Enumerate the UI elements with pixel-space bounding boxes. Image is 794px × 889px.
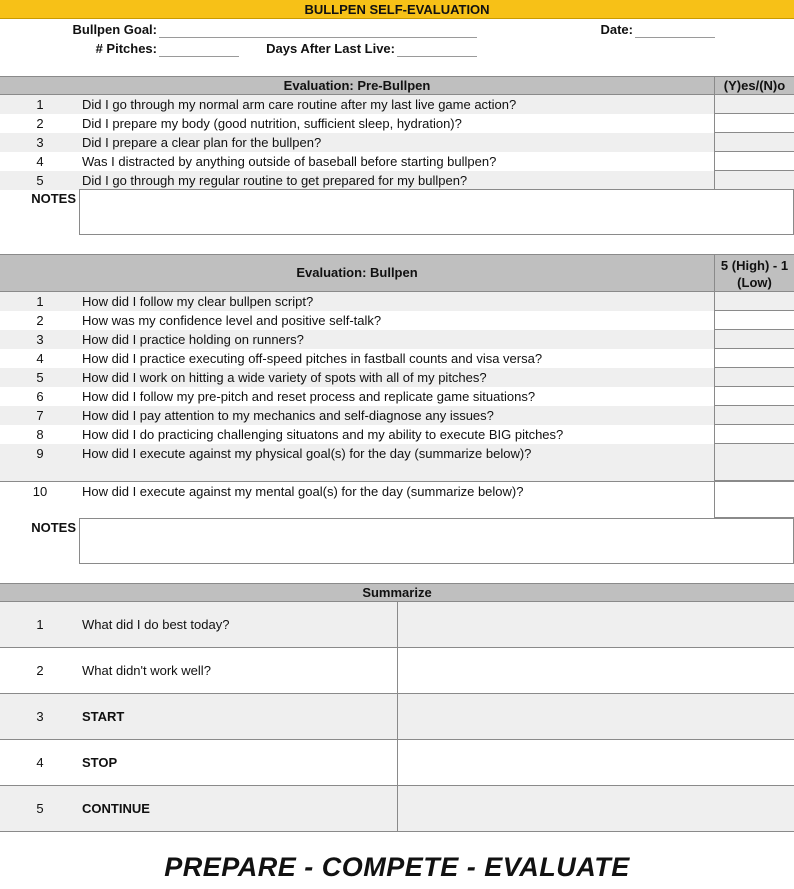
pre-bullpen-notes-box[interactable] — [79, 189, 794, 235]
row-number: 7 — [36, 408, 44, 423]
question-text: Did I prepare my body (good nutrition, sufficient sleep, hydration)? — [82, 116, 462, 131]
answer-cell[interactable] — [714, 152, 794, 171]
answer-cell[interactable] — [714, 425, 794, 444]
summarize-header — [0, 583, 794, 602]
pre-bullpen-row — [0, 114, 794, 133]
answer-cell[interactable] — [714, 171, 794, 190]
question-text: How did I practice executing off-speed pitches in fastball counts and visa versa? — [82, 351, 543, 366]
days-after-field[interactable] — [397, 56, 477, 57]
summary-prompt: START — [82, 709, 125, 724]
summary-prompt: STOP — [82, 755, 118, 770]
row-number: 3 — [36, 709, 44, 724]
bullpen-header — [0, 254, 794, 292]
pre-bullpen-header — [0, 76, 794, 95]
motto-footer: PREPARE - COMPETE - EVALUATE — [164, 852, 630, 882]
bullpen-row — [0, 406, 794, 425]
row-number: 8 — [36, 427, 44, 442]
summary-row — [0, 648, 794, 694]
question-text: How did I practice holding on runners? — [82, 332, 304, 347]
summary-prompt: CONTINUE — [82, 801, 150, 816]
question-text: Did I go through my normal arm care routine after my last live game action? — [82, 97, 517, 112]
rating-heading — [714, 255, 794, 291]
bullpen-row — [0, 387, 794, 406]
question-text: How did I follow my clear bullpen script? — [82, 294, 314, 309]
question-text: How did I execute against my mental goal(s) for the day (summarize below)? — [82, 484, 524, 499]
question-text: How did I work on hitting a wide variety of spots with all of my pitches? — [82, 370, 487, 385]
row-number: 6 — [36, 389, 44, 404]
summary-row — [0, 786, 794, 832]
pre-bullpen-notes-label: NOTES — [31, 191, 76, 206]
bullpen-heading: Evaluation: Bullpen — [296, 265, 418, 280]
bullpen-row — [0, 311, 794, 330]
pre-bullpen-row — [0, 95, 794, 114]
answer-cell[interactable] — [714, 330, 794, 349]
question-text: Did I go through my regular routine to get prepared for my bullpen? — [82, 173, 468, 188]
row-number: 5 — [36, 173, 44, 188]
answer-cell[interactable] — [714, 292, 794, 311]
bullpen-row — [0, 481, 794, 518]
answer-cell[interactable] — [714, 406, 794, 425]
answer-cell[interactable] — [714, 482, 794, 518]
bullpen-goal-label: Bullpen Goal: — [72, 22, 157, 37]
answer-cell[interactable] — [714, 368, 794, 387]
bullpen-row — [0, 292, 794, 311]
answer-cell[interactable] — [714, 444, 794, 481]
answer-cell[interactable] — [714, 387, 794, 406]
pitches-label: # Pitches: — [95, 41, 157, 56]
form-title: BULLPEN SELF-EVALUATION — [0, 0, 794, 19]
question-text: How did I do practicing challenging situatons and my ability to execute BIG pitches? — [82, 427, 564, 442]
row-number: 1 — [36, 294, 44, 309]
question-text: How was my confidence level and positive self-talk? — [82, 313, 382, 328]
pre-bullpen-heading: Evaluation: Pre-Bullpen — [283, 78, 431, 93]
bullpen-row — [0, 349, 794, 368]
summary-row — [0, 740, 794, 786]
summary-answer-cell[interactable] — [397, 694, 794, 739]
pitches-field[interactable] — [159, 56, 239, 57]
question-text: How did I pay attention to my mechanics and self-diagnose any issues? — [82, 408, 494, 423]
bullpen-notes-label: NOTES — [31, 520, 76, 535]
answer-cell[interactable] — [714, 349, 794, 368]
row-number: 9 — [36, 446, 44, 461]
row-number: 3 — [36, 332, 44, 347]
row-number: 4 — [36, 154, 44, 169]
answer-cell[interactable] — [714, 133, 794, 152]
row-number: 2 — [36, 663, 44, 678]
question-text: Was I distracted by anything outside of baseball before starting bullpen? — [82, 154, 497, 169]
row-number: 2 — [36, 313, 44, 328]
summary-prompt: What did I do best today? — [82, 617, 230, 632]
question-text: How did I follow my pre-pitch and reset process and replicate game situations? — [82, 389, 536, 404]
bullpen-row — [0, 444, 794, 481]
row-number: 3 — [36, 135, 44, 150]
answer-cell[interactable] — [714, 95, 794, 114]
bullpen-goal-field[interactable] — [159, 37, 477, 38]
pre-bullpen-row — [0, 133, 794, 152]
bullpen-notes-box[interactable] — [79, 518, 794, 564]
summary-answer-cell[interactable] — [397, 740, 794, 785]
row-number: 4 — [36, 351, 44, 366]
yes-no-heading: (Y)es/(N)o — [714, 77, 794, 94]
answer-cell[interactable] — [714, 311, 794, 330]
summary-row — [0, 602, 794, 648]
row-number: 5 — [36, 370, 44, 385]
rating-heading-line-2: (Low) — [737, 275, 772, 290]
pre-bullpen-row — [0, 152, 794, 171]
summary-row — [0, 694, 794, 740]
row-number: 10 — [32, 484, 48, 499]
summary-prompt: What didn't work well? — [82, 663, 211, 678]
date-field[interactable] — [635, 37, 715, 38]
rating-heading-line-1: 5 (High) - 1 — [720, 258, 789, 273]
date-label: Date: — [600, 22, 633, 37]
row-number: 5 — [36, 801, 44, 816]
row-number: 1 — [36, 617, 44, 632]
summary-answer-cell[interactable] — [397, 786, 794, 831]
summary-answer-cell[interactable] — [397, 648, 794, 693]
question-text: Did I prepare a clear plan for the bullpen? — [82, 135, 322, 150]
row-number: 4 — [36, 755, 44, 770]
summary-answer-cell[interactable] — [397, 602, 794, 647]
row-number: 2 — [36, 116, 44, 131]
bullpen-row — [0, 368, 794, 387]
question-text: How did I execute against my physical goal(s) for the day (summarize below)? — [82, 446, 532, 461]
summarize-heading: Summarize — [362, 585, 432, 600]
days-after-label: Days After Last Live: — [266, 41, 395, 56]
answer-cell[interactable] — [714, 114, 794, 133]
bullpen-row — [0, 330, 794, 349]
pre-bullpen-row — [0, 171, 794, 190]
bullpen-row — [0, 425, 794, 444]
row-number: 1 — [36, 97, 44, 112]
